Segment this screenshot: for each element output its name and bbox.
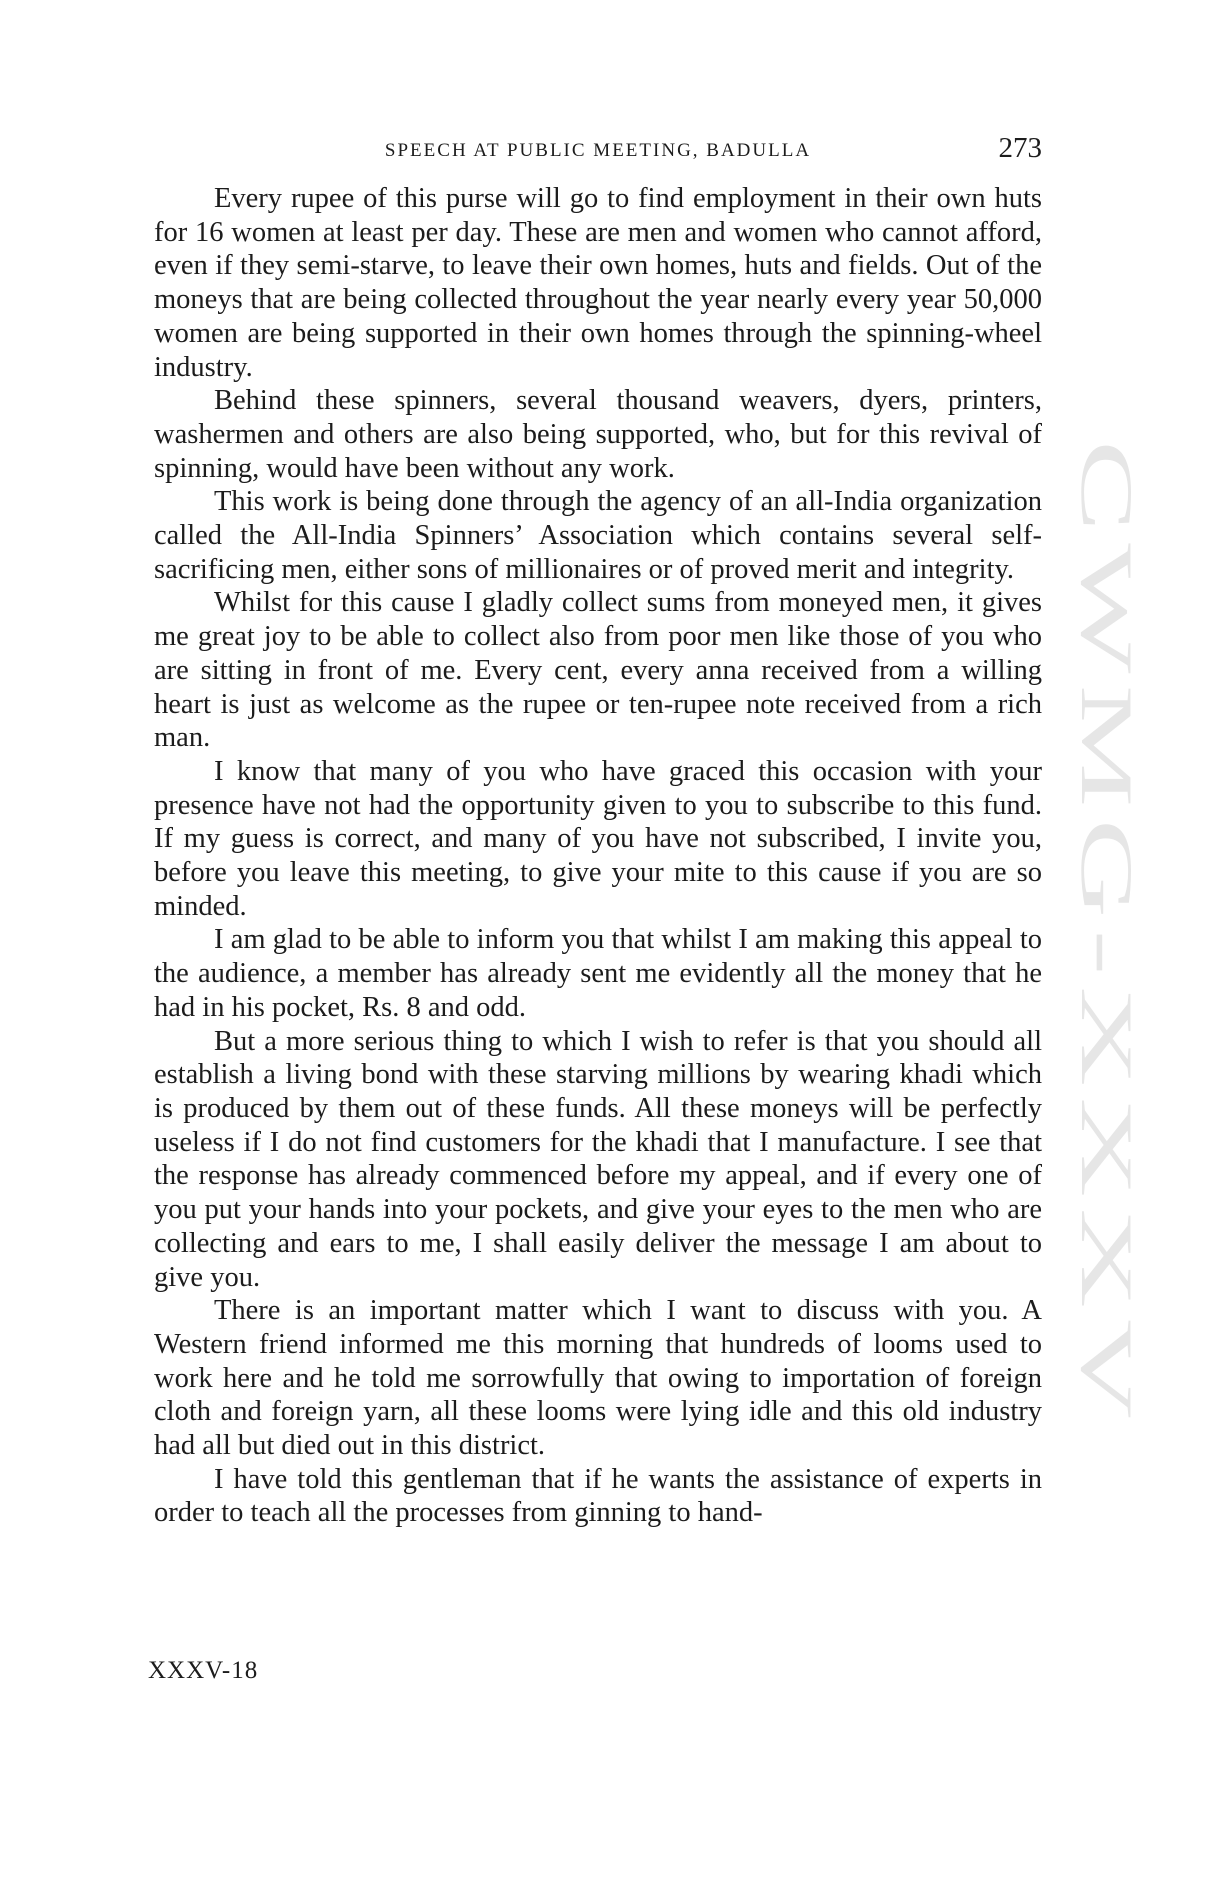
paragraph: Every rupee of this purse will go to find employment in their own huts for 16 women at least per day. These are men and women who cannot afford, even if they semi-starve, to leave their own homes, huts and fields. Out of the moneys that are being collected throughout the year nearly every year 50,000 women are being supported in their own homes through the spinning-wheel industry. (154, 183, 1042, 383)
running-head: SPEECH AT PUBLIC MEETING, BADULLA (384, 140, 812, 161)
watermark-graphic (1065, 440, 1147, 1440)
signature-mark: XXXV-18 (148, 1657, 259, 1684)
paragraph: I am glad to be able to inform you that whilst I am making this appeal to the audience, a member has already sent me evidently all the money that he had in his pocket, Rs. 8 and odd. (154, 924, 1042, 1023)
paragraph: Whilst for this cause I gladly collect sums from moneyed men, it gives me great joy to be able to collect also from poor men like those of you who are sitting in front of me. Every cent, every anna received from a willing heart is just as welcome as the rupee or ten-rupee note received from a rich man. (154, 587, 1042, 754)
paragraph: There is an important matter which I want to discuss with you. A Western friend informed me this morning that hundreds of looms used to work here and he told me sorrowfully that owing to importation of foreign cloth and foreign yarn, all these looms were lying idle and this old industry had all but died out in this district. (154, 1295, 1042, 1462)
paragraph: I know that many of you who have graced this occasion with your presence have not had the opportunity given to you to subscribe to this fund. If my guess is correct, and many of you have not subscribed, I invite you, before you leave this meeting, to give your mite to this cause if you are so minded. (154, 755, 1042, 922)
watermark (1065, 440, 1147, 1440)
page-header (154, 132, 1042, 176)
paragraph: This work is being done through the agency of an all-India organization called the All-India Spinners’ Association which contains several self-sacrificing men, either sons of millionaires or of proved merit and integrity. (154, 486, 1042, 585)
page-number: 273 (998, 132, 1042, 164)
paragraph: I have told this gentleman that if he wants the assistance of experts in order to teach all the processes from ginning to hand- (154, 1463, 1042, 1529)
paragraph: But a more serious thing to which I wish to refer is that you should all establish a living bond with these starving millions by wearing khadi which is produced by them out of these funds. All these moneys will be perfectly useless if I do not find customers for the khadi that I manufacture. I see that the response has already commenced before my appeal, and if every one of you put your hands into your pockets, and give your eyes to the men who are collecting and ears to me, I shall easily deliver the message I am about to give you. (154, 1025, 1042, 1293)
paragraph: Behind these spinners, several thousand weavers, dyers, printers, washermen and others are also being supported, who, but for this revival of spinning, would have been without any work. (154, 385, 1042, 484)
watermark-text: CWMG-XXXV (1065, 440, 1147, 971)
body-text (154, 182, 1042, 1530)
